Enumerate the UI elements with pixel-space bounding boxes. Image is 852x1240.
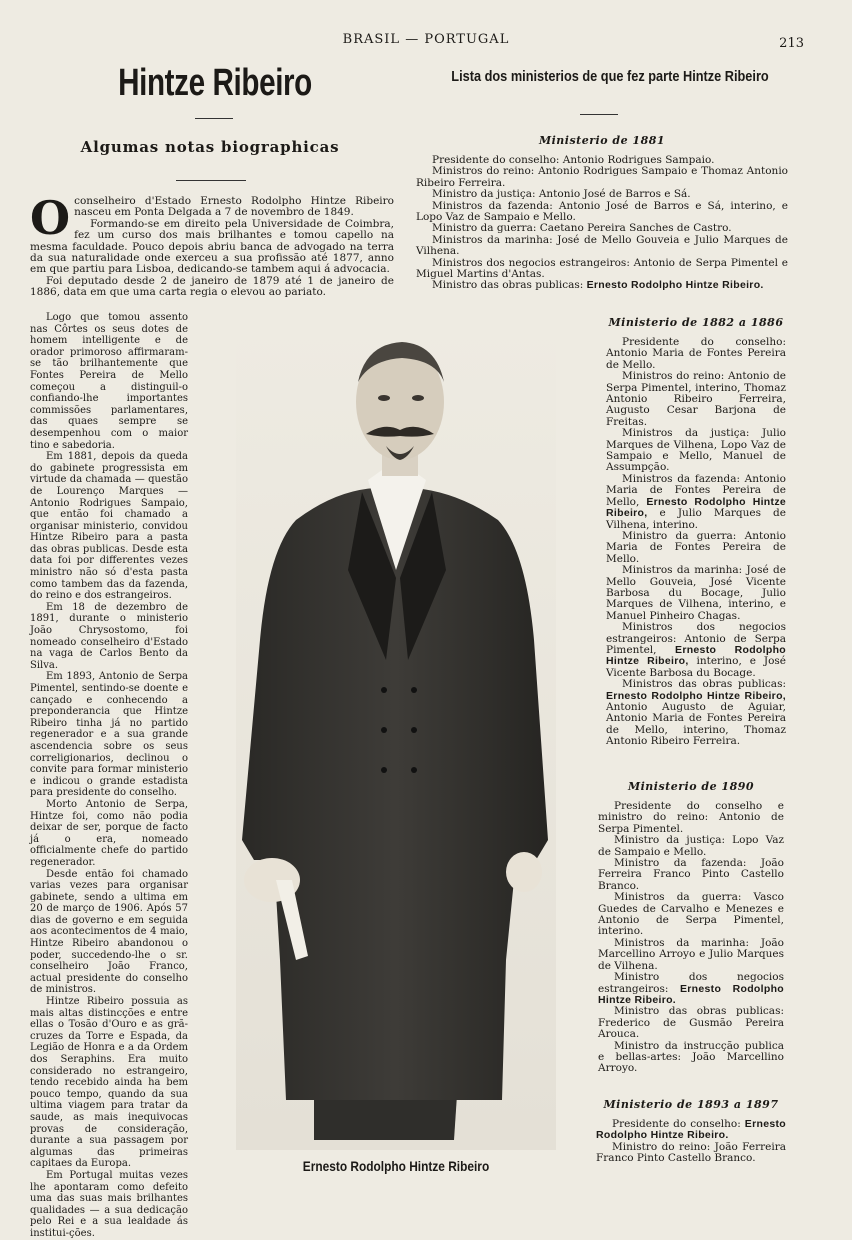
list-entry [606, 679, 786, 747]
list-entry: Presidente do conselho e ministro do reino: Antonio de Serpa Pimentel. [598, 800, 784, 835]
section-1881 [416, 134, 788, 304]
body-paragraph: Em 18 de dezembro de 1891, durante o ministerio João Chrysostomo, foi nomeado conselheiro d'Estado na vaga de Carlos Bento da Silva. [30, 601, 188, 671]
body-paragraph: Em 1893, Antonio de Serpa Pimentel, sentindo-se doente e cançado e conhecendo a preponderancia que Hintze Ribeiro tinha já no partido regenerador e a sua grande ascendencia sobre os seus correligionarios, declinou o convite para formar ministerio e indicou o grande estadista para presidente do conselho. [30, 671, 188, 799]
list-entry: Ministros do reino: Antonio de Serpa Pimentel, interino, Thomaz Antonio Ribeiro Ferreira, Augusto Cesar Barjona de Freitas. [606, 370, 786, 428]
list-entry: Ministro da instrucção publica e bellas-artes: João Marcellino Arroyo. [598, 1039, 784, 1075]
list-entry [606, 474, 786, 531]
drop-cap: O [30, 191, 71, 245]
list-entry: Ministros da guerra: Vasco Guedes de Carvalho e Menezes e Antonio de Serpa Pimentel, interino. [598, 891, 784, 938]
narrow-column [30, 312, 188, 1239]
list-entry: Ministros da fazenda: Antonio José de Barros e Sá, interino, e Lopo Vaz de Sampaio e Mello. [416, 199, 788, 224]
intro-block [30, 191, 394, 314]
body-paragraph: Desde então foi chamado varias vezes para organisar gabinete, sendo a ultima em 20 de março de 1906. Após 57 dias de governo e em seguida aos acontecimentos de 4 maio, Hintze Ribeiro abandonou o poder, succedendo-lhe o sr. conselheiro João Franco, actual presidente do conselho de ministros. [30, 868, 188, 996]
title-rule [195, 118, 233, 119]
portrait-photo [236, 320, 556, 1150]
list-entry: Ministros da marinha: João Marcellino Arroyo e Julio Marques de Vilhena. [598, 936, 784, 972]
section-1893 [596, 1098, 786, 1188]
list-entry: Ministro da justiça: Lopo Vaz de Sampaio e Mello. [598, 834, 784, 858]
list-entry [596, 1119, 786, 1142]
section-body [596, 1119, 786, 1165]
highlighted-name: Ernesto Rodolpho Hintze Ribeiro, [606, 495, 787, 520]
list-entry: Ministros da marinha: José de Mello Gouveia, José Vicente Barbosa du Bocage, Julio Marques de Vilhena, interino, e Manuel Pinheiro Chagas. [606, 564, 786, 622]
list-entry: Ministro da guerra: Antonio Maria de Fontes Pereira de Mello. [606, 529, 786, 565]
highlighted-name: Ernesto Rodolpho Hintze Ribeiro. [598, 982, 784, 1006]
list-entry: Ministro da fazenda: João Ferreira Franco Pinto Castello Branco. [598, 857, 784, 892]
entry-text: Ministro das obras publicas: [432, 279, 587, 292]
intro-paragraph: Foi deputado desde 2 de janeiro de 1879 até 1 de janeiro de 1886, data em que uma carta regia o elevou ao pariato. [30, 274, 394, 299]
subtitle-rule [176, 180, 246, 181]
section-title: Ministerio de 1881 [538, 134, 666, 147]
section-body [606, 337, 786, 748]
body-paragraph: Morto Antonio de Serpa, Hintze foi, como não podia deixar de ser, porque de facto já o era, nomeado officialmente chefe do partido regenerador. [30, 798, 188, 868]
article-title: Hintze Ribeiro [118, 62, 312, 104]
section-title: Ministerio de 1893 a 1897 [603, 1098, 779, 1111]
list-entry: Ministros do reino: Antonio Rodrigues Sampaio e Thomaz Antonio Ribeiro Ferreira. [416, 165, 788, 189]
list-entry: Presidente do conselho: Antonio Maria de Fontes Pereira de Mello. [606, 336, 786, 371]
list-entry [606, 622, 786, 679]
list-entry: Ministro das obras publicas: Frederico de Gusmão Pereira Arouca. [598, 1005, 784, 1041]
entry-text: interino, e José Vicente Barbosa du Bocage. [606, 655, 786, 679]
entry-text: e Julio Marques de Vilhena, interino. [606, 507, 786, 531]
entry-text: Ministros dos negocios estrangeiros: Antonio de Serpa Pimentel, [606, 621, 786, 656]
highlighted-name: Ernesto Rodolpho Hintze Ribeiro, [606, 643, 786, 668]
body-paragraph: Em 1881, depois da queda do gabinete progressista em virtude da chamada — questão de Lourenço Marques — Antonio Rodrigues Sampaio, que então foi chamado a organisar ministerio, convidou Hintze Ribeiro para a pasta das obras publicas. Desde esta data foi por differentes vezes ministro não só d'esta pasta como tambem das da fazenda, do reino e dos estrangeiros. [30, 451, 188, 602]
section-title: Ministerio de 1890 [627, 780, 755, 793]
section-1882 [606, 316, 786, 768]
article-subtitle: Algumas notas biographicas [80, 138, 340, 156]
running-title: BRASIL — PORTUGAL [342, 32, 510, 47]
list-entry [598, 972, 784, 1006]
body-paragraph: Em Portugal muitas vezes lhe apontaram como defeito uma das suas mais brilhantes qualidades — a sua dedicação pelo Rei e a sua lealdade ás institui-ções. [30, 1169, 188, 1239]
list-entry: Presidente do conselho: Antonio Rodrigues Sampaio. [432, 154, 715, 166]
intro-paragraph: Formando-se em direito pela Universidade de Coimbra, fez um curso dos mais brilhantes e tomou capello na mesma faculdade. Pouco depois abriu banca de advogado na terra da sua naturalidade onde exerceu a sua profissão até 1877, anno em que partiu para Lisboa, dedicando-se tambem aqui á advocacia. [30, 217, 394, 276]
section-body [598, 801, 784, 1075]
entry-text: Ministros da fazenda: Antonio Maria de Fontes Pereira de Mello, [606, 472, 786, 508]
highlighted-name: Ernesto Rodolpho Hintze Ribeiro. [586, 279, 764, 292]
entry-text: Presidente do conselho: [612, 1118, 745, 1130]
body-paragraph: Logo que tomou assento nas Côrtes os seus dotes de homem intelligente e de orador primoroso affirmaram-se tão brilhantemente que Fontes Pereira de Mello começou a distinguil-o confiando-lhe importantes commissões parlamentares, das quaes sempre se desempenhou com o maior tino e sabedoria. [30, 312, 188, 451]
list-entry: Ministro da guerra: Caetano Pereira Sanches de Castro. [432, 222, 732, 235]
entry-text: Ministros das obras publicas: [622, 678, 786, 691]
page-number: 213 [779, 36, 804, 51]
intro-text: conselheiro d'Estado Ernesto Rodolpho Hintze Ribeiro nasceu em Ponta Delgada a 7 de novembro de 1849. [74, 195, 394, 219]
body-paragraph: Hintze Ribeiro possuia as mais altas distincções e entre ellas o Tosão d'Ouro e as grã-cruzes da Torre e Espada, da Legião de Honra e a da Ordem dos Seraphins. Era muito considerado no estrangeiro, tendo recebido ainda ha bem pouco tempo, quando da sua ultima viagem para tratar da saude, as mais inequivocas provas de consideração, durante a sua passagem por algumas das primeiras capitaes da Europa. [30, 996, 188, 1170]
highlighted-name: Ernesto Rodolpho Hintze Ribeiro. [596, 1118, 786, 1142]
list-entry: Ministro da justiça: Antonio José de Barros e Sá. [432, 188, 691, 201]
list-entry [416, 280, 788, 291]
entry-text: Antonio Augusto de Aguiar, Antonio Maria de Fontes Pereira de Mello, interino, Thomaz Antonio Ribeiro Ferreira. [606, 701, 786, 748]
list-entry: Ministros dos negocios estrangeiros: Antonio de Serpa Pimentel e Miguel Martins d'Antas. [416, 256, 788, 281]
list-heading: Lista dos ministerios de que fez parte Hintze Ribeiro [451, 68, 769, 85]
section-body [416, 155, 788, 292]
section-1890 [598, 780, 784, 1090]
list-entry: Ministros da marinha: José de Mello Gouveia e Julio Marques de Vilhena. [416, 233, 788, 258]
highlighted-name: Ernesto Rodolpho Hintze Ribeiro, [606, 689, 786, 702]
list-heading-rule [580, 114, 618, 115]
section-title: Ministerio de 1882 a 1886 [608, 316, 784, 329]
list-entry: Ministros da justiça: Julio Marques de Vilhena, Lopo Vaz de Sampaio e Mello, Manuel de Assumpção. [606, 427, 786, 474]
entry-text: Ministro dos negocios estrangeiros: [598, 971, 784, 995]
list-entry: Ministro do reino: João Ferreira Franco Pinto Castello Branco. [596, 1140, 786, 1165]
photo-caption: Ernesto Rodolpho Hintze Ribeiro [302, 1158, 490, 1174]
